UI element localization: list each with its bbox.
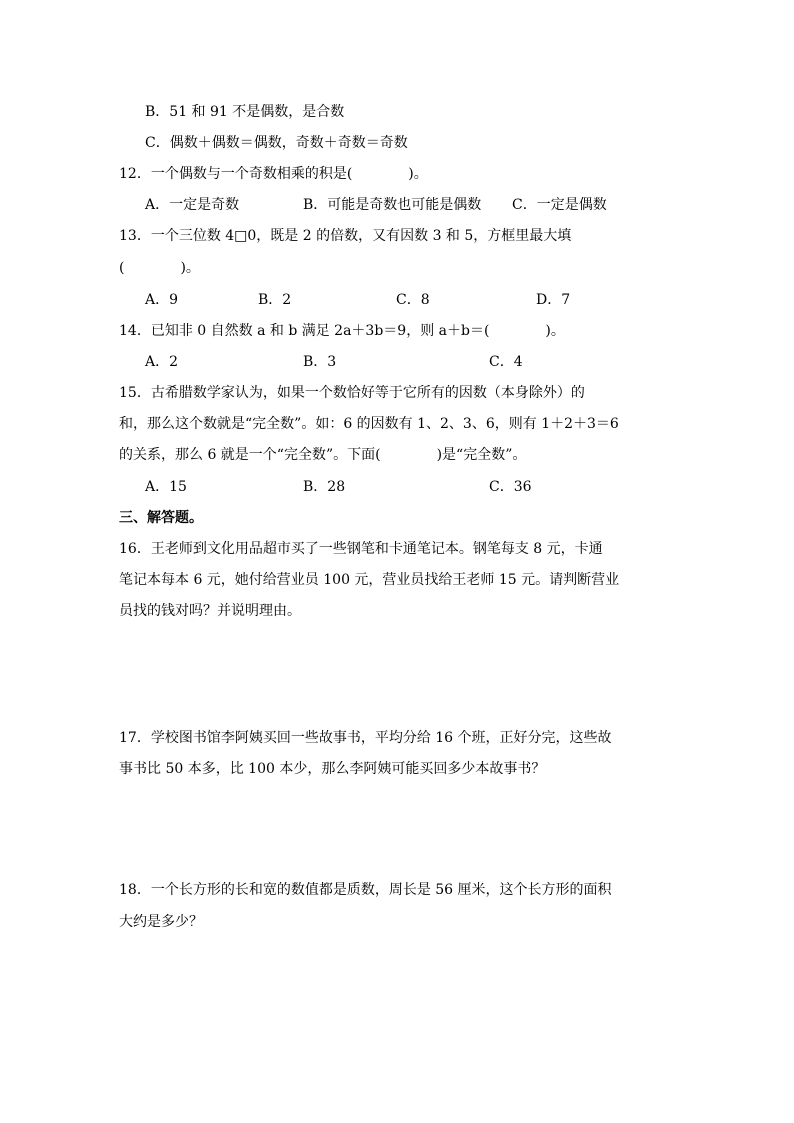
- q14-option-c: C．4: [489, 354, 523, 370]
- q13-stem-line1: 13．一个三位数 4□0，既是 2 的倍数，又有因数 3 和 5，方框里最大填: [119, 228, 572, 244]
- q15-option-a: A．15: [145, 479, 187, 495]
- q12-option-c: C．一定是偶数: [512, 197, 607, 213]
- q14-option-b: B．3: [303, 354, 337, 370]
- q13-option-b: B．2: [258, 292, 292, 308]
- q16-line3: 员找的钱对吗？并说明理由。: [119, 603, 301, 619]
- q14-stem: 14．已知非 0 自然数 a 和 b 满足 2a＋3b＝9，则 a＋b＝( )。: [119, 323, 565, 339]
- q13-stem-line2: ( )。: [119, 260, 200, 276]
- q17-line1: 17．学校图书馆李阿姨买回一些故事书，平均分给 16 个班，正好分完，这些故: [119, 730, 612, 746]
- q18-line1: 18．一个长方形的长和宽的数值都是质数，周长是 56 厘米，这个长方形的面积: [119, 882, 612, 898]
- q12-option-a: A．一定是奇数: [145, 197, 240, 213]
- q12-stem: 12．一个偶数与一个奇数相乘的积是( )。: [119, 166, 428, 182]
- q14-option-a: A．2: [145, 354, 179, 370]
- q15-stem-line1: 15．古希腊数学家认为，如果一个数恰好等于它所有的因数（本身除外）的: [119, 385, 585, 401]
- q13-option-d: D．7: [536, 292, 571, 308]
- q16-line2: 笔记本每本 6 元，她付给营业员 100 元，营业员找给王老师 15 元。请判断营业: [119, 572, 620, 588]
- q13-option-a: A．9: [145, 292, 179, 308]
- q17-line2: 事书比 50 本多，比 100 本少，那么李阿姨可能买回多少本故事书？: [119, 761, 546, 777]
- q15-option-c: C．36: [489, 479, 532, 495]
- q16-line1: 16．王老师到文化用品超市买了一些钢笔和卡通笔记本。钢笔每支 8 元，卡通: [119, 541, 603, 557]
- q13-option-c: C．8: [396, 292, 430, 308]
- q18-line2: 大约是多少？: [119, 914, 203, 930]
- q15-option-b: B．28: [303, 479, 346, 495]
- section-heading: 三、解答题。: [119, 510, 203, 526]
- q11-option-c: C．偶数＋偶数＝偶数，奇数＋奇数＝奇数: [145, 135, 408, 151]
- q15-stem-line2: 和，那么这个数就是“完全数”。如：6 的因数有 1、2、3、6，则有 1＋2＋3＝6: [119, 416, 619, 432]
- q15-stem-line3: 的关系，那么 6 就是一个“完全数”。下面( )是“完全数”。: [119, 447, 527, 463]
- q11-option-b: B．51 和 91 不是偶数，是合数: [145, 104, 345, 120]
- q12-option-b: B．可能是奇数也可能是偶数: [303, 197, 482, 213]
